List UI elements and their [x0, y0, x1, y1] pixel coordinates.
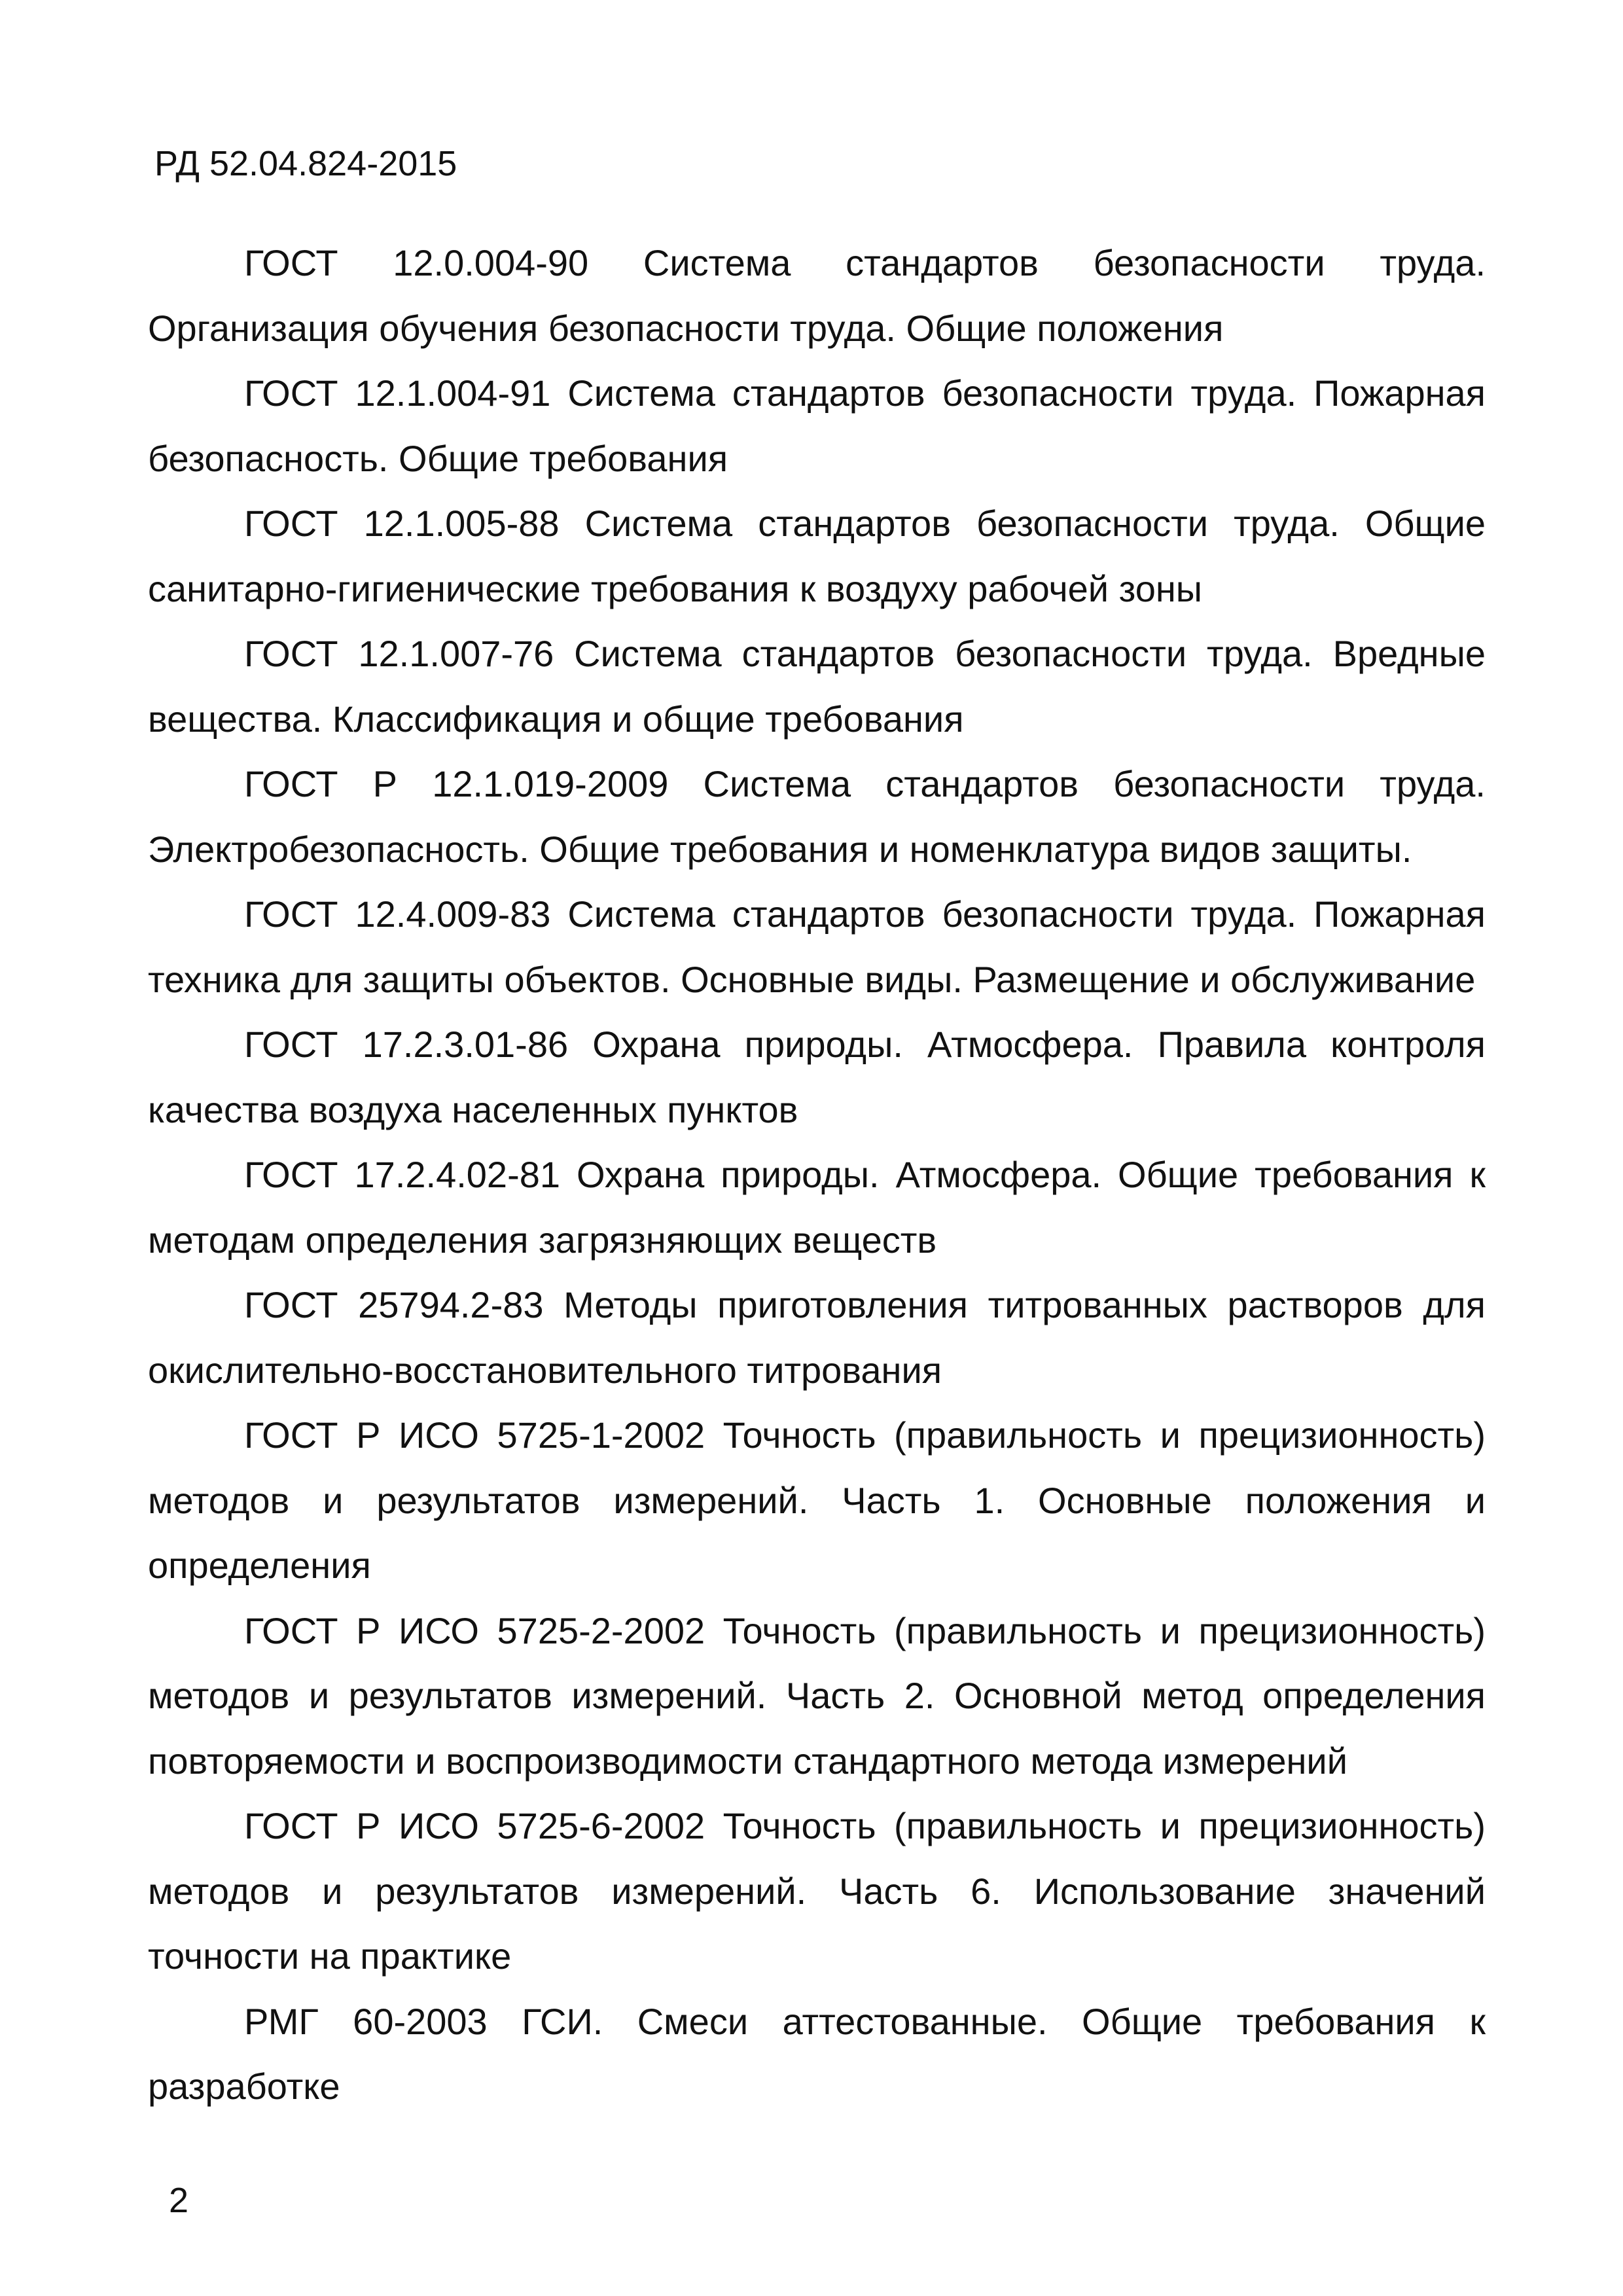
reference-item: ГОСТ Р 12.1.019-2009 Система стандартов безопасности труда. Электробезопасность. Общие требования и номенклатура видов защиты. — [148, 763, 1486, 870]
reference-item: ГОСТ Р ИСО 5725-2-2002 Точность (правильность и прецизионность) методов и результатов измерений. Часть 2. Основной метод определения повторяемости и воспроизводимости стандартного метода измерений — [148, 1609, 1486, 1782]
reference-item: ГОСТ 17.2.3.01-86 Охрана природы. Атмосфера. Правила контроля качества воздуха населенных пунктов — [148, 1024, 1486, 1130]
reference-item: ГОСТ 12.1.004-91 Система стандартов безопасности труда. Пожарная безопасность. Общие требования — [148, 372, 1486, 479]
reference-item: ГОСТ 12.1.005-88 Система стандартов безопасности труда. Общие санитарно-гигиенические требования к воздуху рабочей зоны — [148, 503, 1486, 609]
reference-item: ГОСТ 17.2.4.02-81 Охрана природы. Атмосфера. Общие требования к методам определения загрязняющих веществ — [148, 1154, 1486, 1261]
reference-item: ГОСТ Р ИСО 5725-6-2002 Точность (правильность и прецизионность) методов и результатов измерений. Часть 6. Использование значений точности на практике — [148, 1805, 1486, 1977]
normative-references-list — [148, 230, 1486, 2119]
reference-item: ГОСТ 25794.2-83 Методы приготовления титрованных растворов для окислительно-восстановительного титрования — [148, 1284, 1486, 1391]
reference-item: РМГ 60-2003 ГСИ. Смеси аттестованные. Общие требования к разработке — [148, 2000, 1486, 2107]
reference-item: ГОСТ 12.0.004-90 Система стандартов безопасности труда. Организация обучения безопасности труда. Общие положения — [148, 242, 1486, 349]
reference-item: ГОСТ 12.4.009-83 Система стандартов безопасности труда. Пожарная техника для защиты объектов. Основные виды. Размещение и обслуживание — [148, 893, 1486, 1000]
page-number: 2 — [169, 2181, 189, 2220]
reference-item: ГОСТ 12.1.007-76 Система стандартов безопасности труда. Вредные вещества. Классификация и общие требования — [148, 633, 1486, 740]
reference-item: ГОСТ Р ИСО 5725-1-2002 Точность (правильность и прецизионность) методов и результатов измерений. Часть 1. Основные положения и определения — [148, 1414, 1486, 1586]
document-code-header: РД 52.04.824-2015 — [154, 144, 457, 183]
